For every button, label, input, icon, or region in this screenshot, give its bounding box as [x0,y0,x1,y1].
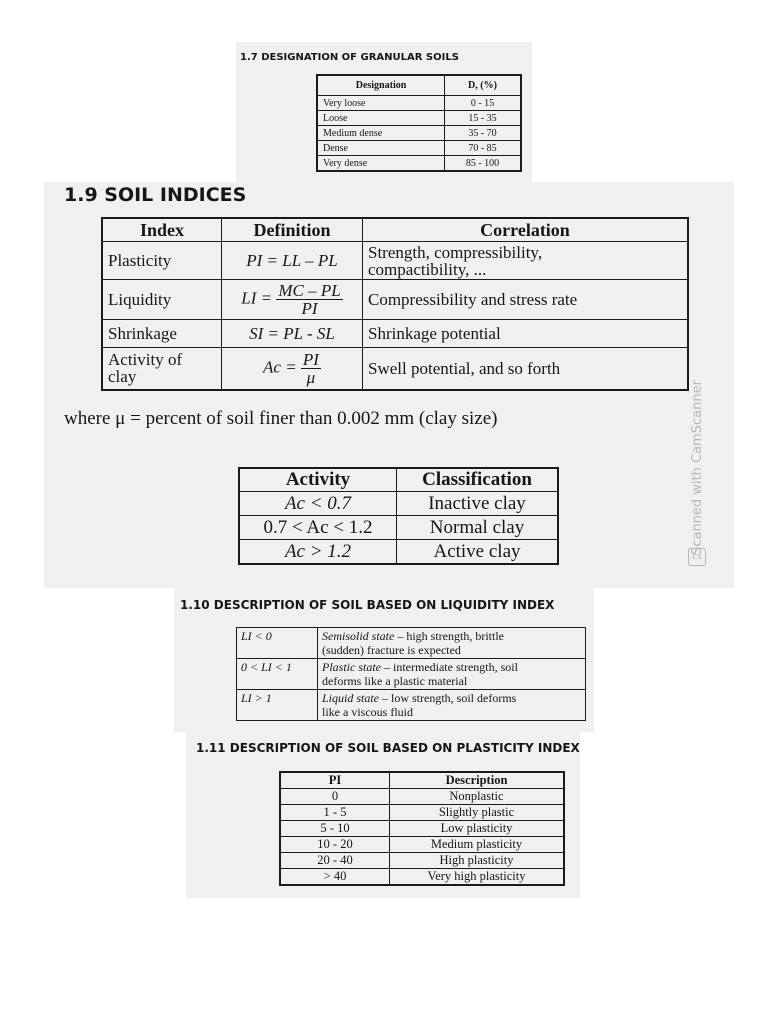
table-row [280,821,564,837]
table-row [102,348,688,390]
table-header: Designation [317,75,445,96]
section-1-9-title: 1.9 SOIL INDICES [64,184,247,206]
cell: Ac > 1.2 [239,540,397,565]
table-row [237,628,586,659]
cell: LI < 0 [237,628,318,659]
cell: Loose [317,111,445,126]
cell: Shrinkage potential [363,320,689,348]
formula-lhs: Ac = [263,357,297,377]
cell: Dense [317,141,445,156]
cell: Very high plasticity [390,869,565,886]
denominator: μ [306,367,316,387]
state-label: Semisolid state [322,629,395,643]
cell: Very dense [317,156,445,172]
denominator: PI [301,299,318,318]
table-header: D, (%) [445,75,522,96]
text: Strength, compressibility, [368,242,543,262]
cell [102,348,222,390]
table-row [102,280,688,320]
table-header: Description [390,772,565,789]
cell: Shrinkage [102,320,222,348]
table-row [280,853,564,869]
cell: SI = PL - SL [222,320,363,348]
cell: 10 - 20 [280,837,390,853]
cell: Medium plasticity [390,837,565,853]
numerator: PI [302,349,319,369]
table-row [239,492,558,516]
cell [318,690,586,721]
cell: Slightly plastic [390,805,565,821]
table-row [317,111,521,126]
table-header: PI [280,772,390,789]
cell: 0 < LI < 1 [237,659,318,690]
cell: Very loose [317,96,445,111]
table-row [280,805,564,821]
cell: Nonplastic [390,789,565,805]
table-header: Correlation [363,218,689,242]
cell: 0 - 15 [445,96,522,111]
soil-indices-table [101,217,689,391]
cell: Plasticity [102,242,222,280]
cell: Normal clay [397,516,559,540]
text: Activity of [108,350,183,370]
cell: 5 - 10 [280,821,390,837]
formula-lhs: LI = [241,288,273,308]
cell: Compressibility and stress rate [363,280,689,320]
cell: Inactive clay [397,492,559,516]
text: compactibility, ... [368,259,487,279]
section-1-10-title: 1.10 DESCRIPTION OF SOIL BASED ON LIQUIDITY INDEX [180,598,555,612]
cell: Swell potential, and so forth [363,348,689,390]
cell: PI = LL – PL [222,242,363,280]
cell [318,659,586,690]
text: like a viscous fluid [322,705,413,719]
liquidity-index-table [236,627,586,721]
cell: 0 [280,789,390,805]
cell: 0.7 < Ac < 1.2 [239,516,397,540]
section-1-7-title: 1.7 DESIGNATION OF GRANULAR SOILS [240,52,459,63]
cell: Medium dense [317,126,445,141]
table-row [237,659,586,690]
cell: Active clay [397,540,559,565]
text: clay [108,367,137,387]
cell: 35 - 70 [445,126,522,141]
cell: Low plasticity [390,821,565,837]
watermark-text: Scanned with CamScanner [689,380,705,555]
state-label: Liquid state [322,691,380,705]
table-row [317,141,521,156]
where-note: where μ = percent of soil finer than 0.002 mm (clay size) [64,408,498,429]
state-label: Plastic state [322,660,381,674]
table-row [280,789,564,805]
table-row [102,242,688,280]
text: deforms like a plastic material [322,674,468,688]
granular-soils-table [316,74,522,172]
text: – low strength, soil deforms [379,691,517,705]
text: – high strength, brittle [394,629,504,643]
activity-table [238,467,559,565]
table-row [280,869,564,886]
plasticity-index-table [279,771,565,886]
numerator: MC – PL [278,281,341,300]
table-row [317,126,521,141]
fraction [301,351,321,386]
cell [363,242,689,280]
text: (sudden) fracture is expected [322,643,461,657]
camscanner-logo-icon: cs [688,548,706,566]
cell: 20 - 40 [280,853,390,869]
table-header: Definition [222,218,363,242]
table-header: Activity [239,468,397,492]
table-header: Classification [397,468,559,492]
table-row [239,540,558,565]
table-row [237,690,586,721]
table-row [239,516,558,540]
cell: 15 - 35 [445,111,522,126]
cell: High plasticity [390,853,565,869]
cell [222,280,363,320]
cell: 1 - 5 [280,805,390,821]
cell [318,628,586,659]
table-row [317,156,521,172]
cell: LI > 1 [237,690,318,721]
text: – intermediate strength, soil [381,660,518,674]
table-row [102,320,688,348]
table-header: Index [102,218,222,242]
table-row [317,96,521,111]
cell: Ac < 0.7 [239,492,397,516]
cell: 85 - 100 [445,156,522,172]
cell: Liquidity [102,280,222,320]
section-1-11-title: 1.11 DESCRIPTION OF SOIL BASED ON PLASTICITY INDEX [196,741,580,755]
table-row [280,837,564,853]
cell: 70 - 85 [445,141,522,156]
cell [222,348,363,390]
camscanner-watermark [680,380,714,580]
cell: > 40 [280,869,390,886]
fraction [276,282,342,317]
